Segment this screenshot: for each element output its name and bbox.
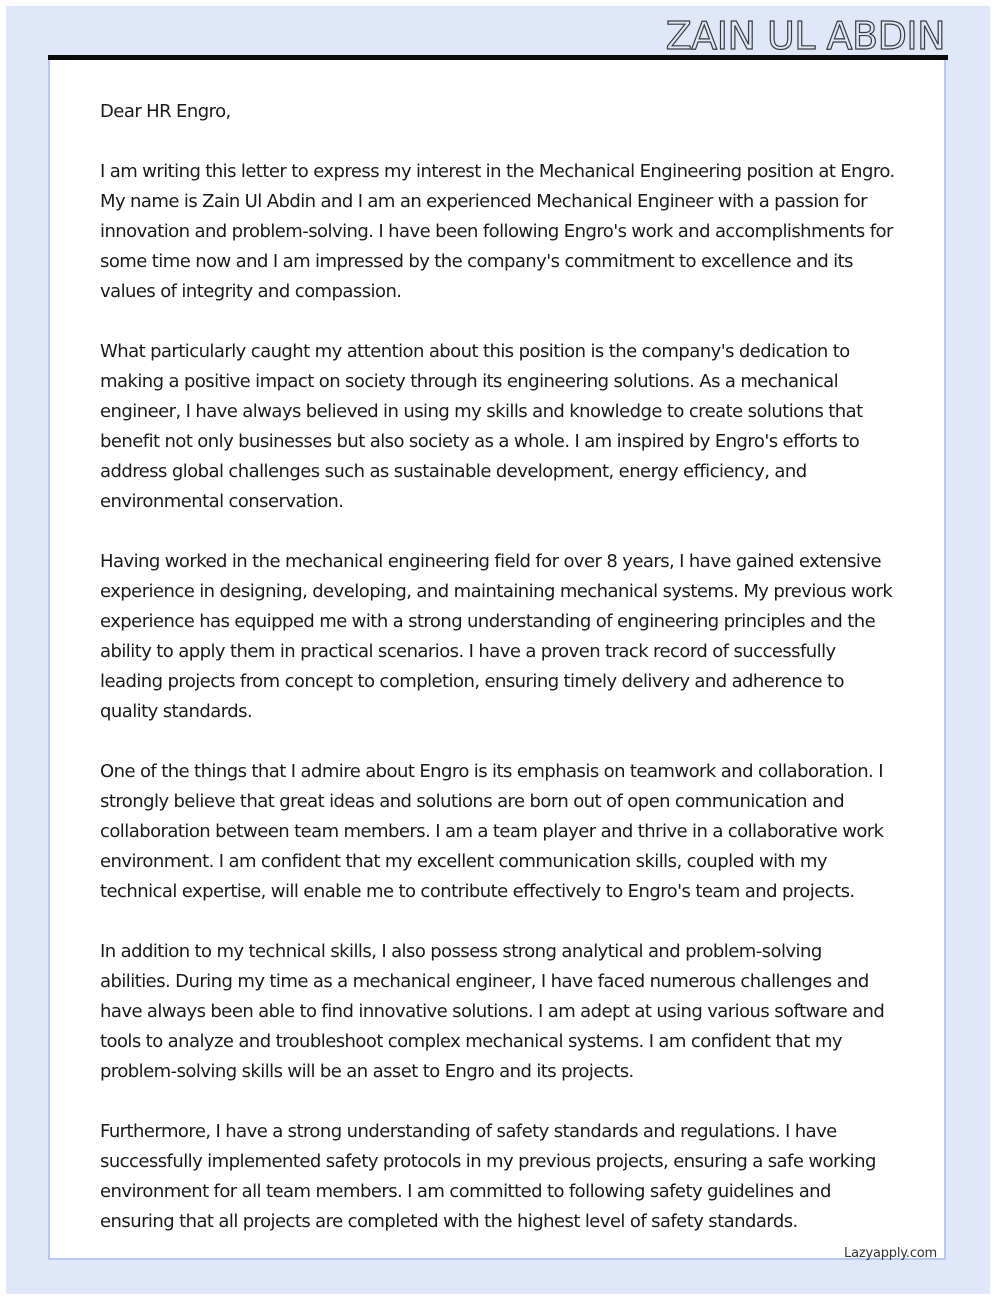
letter-paragraph: Furthermore, I have a strong understanding of safety standards and regulations. I have successfully implemented safety protocols in my previous projects, ensuring a safe working environment for all team members. I am committed to following safety guidelines and ensuring that all projects are completed with the highest level of safety standards. <box>100 1121 876 1232</box>
watermark: Lazyapply.com <box>844 1246 937 1261</box>
letter-paragraph: What particularly caught my attention about this position is the company's dedication to making a positive impact on society through its engineering solutions. As a mechanical engineer, I have always believed in using my skills and knowledge to create solutions that benefit not only businesses but also society as a whole. I am inspired by Engro's efforts to address global challenges such as sustainable development, energy efficiency, and environmental conservation. <box>100 341 863 512</box>
cover-letter-body <box>100 97 895 1267</box>
letter-paragraph: In addition to my technical skills, I also possess strong analytical and problem-solving abilities. During my time as a mechanical engineer, I have faced numerous challenges and have always been able to find innovative solutions. I am adept at using various software and tools to analyze and troubleshoot complex mechanical systems. I am confident that my problem-solving skills will be an asset to Engro and its projects. <box>100 941 885 1082</box>
letter-paragraph: One of the things that I admire about Engro is its emphasis on teamwork and collaboration. I strongly believe that great ideas and solutions are born out of open communication and collaboration between team members. I am a team player and thrive in a collaborative work environment. I am confident that my excellent communication skills, coupled with my technical expertise, will enable me to contribute effectively to Engro's team and projects. <box>100 761 884 902</box>
letter-paragraph: I am writing this letter to express my interest in the Mechanical Engineering position at Engro. My name is Zain Ul Abdin and I am an experienced Mechanical Engineer with a passion for innovation and problem-solving. I have been following Engro's work and accomplishments for some time now and I am impressed by the company's commitment to excellence and its values of integrity and compassion. <box>100 161 895 302</box>
letter-paragraph: Having worked in the mechanical engineering field for over 8 years, I have gained extensive experience in designing, developing, and maintaining mechanical systems. My previous work experience has equipped me with a strong understanding of engineering principles and the ability to apply them in practical scenarios. I have a proven track record of successfully leading projects from concept to completion, ensuring timely delivery and adherence to quality standards. <box>100 551 893 722</box>
applicant-name: ZAIN UL ABDIN <box>665 14 945 58</box>
salutation: Dear HR Engro, <box>100 101 231 122</box>
